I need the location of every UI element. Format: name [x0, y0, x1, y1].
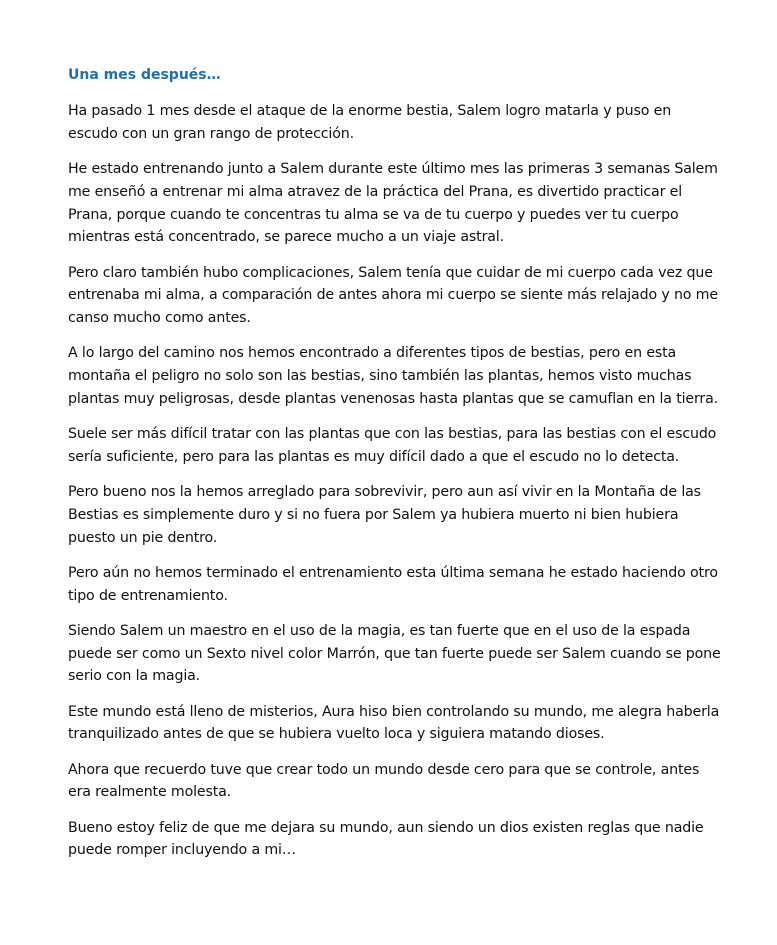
paragraph-6: Pero bueno nos la hemos arreglado para sobrevivir, pero aun así vivir en la Montaña de las Bestias es simplemente duro y si no fuera por Salem ya hubiera muerto ni bien hubiera puesto un pie dentro. [68, 484, 701, 546]
paragraph-1: Ha pasado 1 mes desde el ataque de la enorme bestia, Salem logro matarla y puso en escudo con un gran rango de protección. [68, 103, 672, 142]
section-heading: Una mes después… [68, 67, 221, 83]
paragraph-5: Suele ser más difícil tratar con las plantas que con las bestias, para las bestias con el escudo sería suficiente, pero para las plantas es muy difícil dado a que el escudo no lo detecta. [68, 426, 717, 465]
paragraph-9: Este mundo está lleno de misterios, Aura hiso bien controlando su mundo, me alegra haberla tranquilizado antes de que se hubiera vuelto loca y siguiera matando dioses. [68, 703, 720, 743]
paragraph-10: Ahora que recuerdo tuve que crear todo un mundo desde cero para que se controle, antes era realmente molesta. [68, 761, 700, 801]
paragraph-11: Bueno estoy feliz de que me dejara su mundo, aun siendo un dios existen reglas que nadie puede romper incluyendo a mi… [68, 819, 704, 859]
paragraph-2: He estado entrenando junto a Salem durante este último mes las primeras 3 semanas Salem me enseñó a entrenar mi alma atravez de la práctica del Prana, es divertido practicar el Prana, porque cuando te concentras tu alma se va de tu cuerpo y puedes ver tu cuerpo mientras está concentrado, se parece mucho a un viaje astral. [68, 160, 718, 246]
paragraph-3: Pero claro también hubo complicaciones, Salem tenía que cuidar de mi cuerpo cada vez que entrenaba mi alma, a comparación de antes ahora mi cuerpo se siente más relajado y no me canso mucho como antes. [68, 264, 718, 327]
paragraph-4: A lo largo del camino nos hemos encontrado a diferentes tipos de bestias, pero en esta montaña el peligro no solo son las bestias, sino también las plantas, hemos visto muchas plantas muy peligrosas, desde plantas venenosas hasta plantas que se camuflan en la tierra. [68, 345, 719, 407]
document-page [68, 64, 723, 875]
paragraph-7: Pero aún no hemos terminado el entrenamiento esta última semana he estado haciendo otro tipo de entrenamiento. [68, 564, 718, 604]
paragraph-8: Siendo Salem un maestro en el uso de la magia, es tan fuerte que en el uso de la espada puede ser como un Sexto nivel color Marrón, que tan fuerte puede ser Salem cuando se pone serio con la magia. [68, 622, 721, 685]
